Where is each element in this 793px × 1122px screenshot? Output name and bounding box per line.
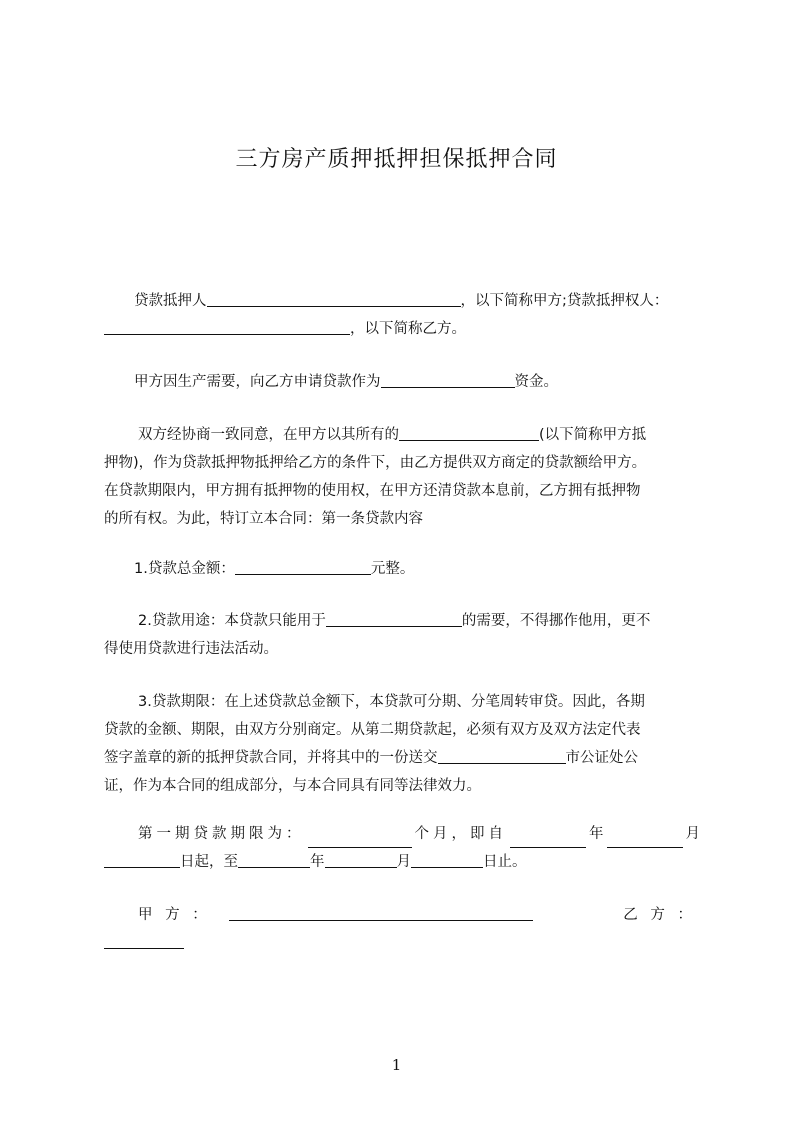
lender-blank[interactable] [104,319,350,335]
loan-use-blank[interactable] [326,611,462,627]
total-amount-suffix: 元整。 [370,561,415,577]
end-day-label: 日止。 [483,854,527,870]
party-a-signature-blank[interactable] [229,905,533,921]
purpose-suffix: 资金。 [514,374,558,390]
loan-term-line-4: 证，作为本合同的组成部分，与本合同具有同等法律效力。 [104,778,481,794]
months-blank[interactable] [308,832,412,848]
start-day-label: 日起，至 [180,854,238,870]
start-year-label: 年 [589,826,604,842]
loan-use-suffix: 的需要，不得挪作他用，更不 [461,613,651,629]
start-month-label: 月 [685,826,700,842]
item-loan-use [104,607,700,663]
loan-term-line-1: 3.贷款期限：在上述贷款总金额下，本贷款可分期、分笔周转审贷。因此，各期 [138,694,645,710]
party-b-signature-blank[interactable] [104,933,184,949]
collateral-text: 双方经协商一致同意，在甲方以其所有的 [138,427,399,443]
lender-label: ，以下简称甲方;贷款抵押权人： [460,293,669,309]
borrower-blank[interactable] [207,291,461,307]
first-term-paragraph [104,820,700,876]
agreement-line-3: 在贷款期限内，甲方拥有抵押物的使用权，在甲方还清贷款本息前，乙方拥有抵押物 [104,483,641,499]
parties-paragraph [104,287,700,343]
end-month-label: 月 [396,854,411,870]
collateral-suffix: (以下简称甲方抵 [539,427,647,443]
months-suffix: 个月，即自 [414,826,507,842]
collateral-blank[interactable] [399,425,539,441]
agreement-paragraph [104,421,700,533]
agreement-line-4: 的所有权。为此，特订立本合同：第一条贷款内容 [104,511,423,527]
notary-city-blank[interactable] [438,748,566,764]
start-year-blank[interactable] [510,832,586,848]
lender-suffix: ，以下简称乙方。 [350,321,466,337]
contract-title: 三方房产质押抵押担保抵押合同 [235,147,558,172]
page-number: 1 [391,1056,402,1074]
funds-purpose-blank[interactable] [381,372,515,388]
loan-use-label: 2.贷款用途：本贷款只能用于 [138,613,326,629]
loan-term-line-3: 签字盖章的新的抵押贷款合同，并将其中的一份送交 [104,750,438,766]
end-year-blank[interactable] [238,852,310,868]
total-amount-label: 1.贷款总金额： [134,561,235,577]
end-day-blank[interactable] [411,852,483,868]
total-amount-blank[interactable] [235,559,371,575]
party-b-label: 乙 方 ： [623,907,696,923]
notary-suffix: 市公证处公 [565,750,638,766]
loan-use-line-2: 得使用贷款进行违法活动。 [104,641,278,657]
purpose-paragraph [104,368,700,396]
signature-block [104,901,700,957]
end-year-label: 年 [310,854,325,870]
start-month-blank[interactable] [607,832,683,848]
borrower-label: 贷款抵押人 [134,293,207,309]
purpose-text: 甲方因生产需要，向乙方申请贷款作为 [134,374,381,390]
first-term-label: 第一期贷款期限为： [138,826,305,842]
start-day-blank[interactable] [104,852,180,868]
item-loan-term [104,688,700,800]
party-a-label: 甲 方 ： [138,907,211,923]
item-total-amount [104,555,700,583]
loan-term-line-2: 贷款的金额、期限，由双方分别商定。从第二期贷款起，必须有双方及双方法定代表 [104,722,641,738]
end-month-blank[interactable] [325,852,397,868]
agreement-line-2: 押物)，作为贷款抵押物抵押给乙方的条件下，由乙方提供双方商定的贷款额给甲方。 [104,455,647,471]
